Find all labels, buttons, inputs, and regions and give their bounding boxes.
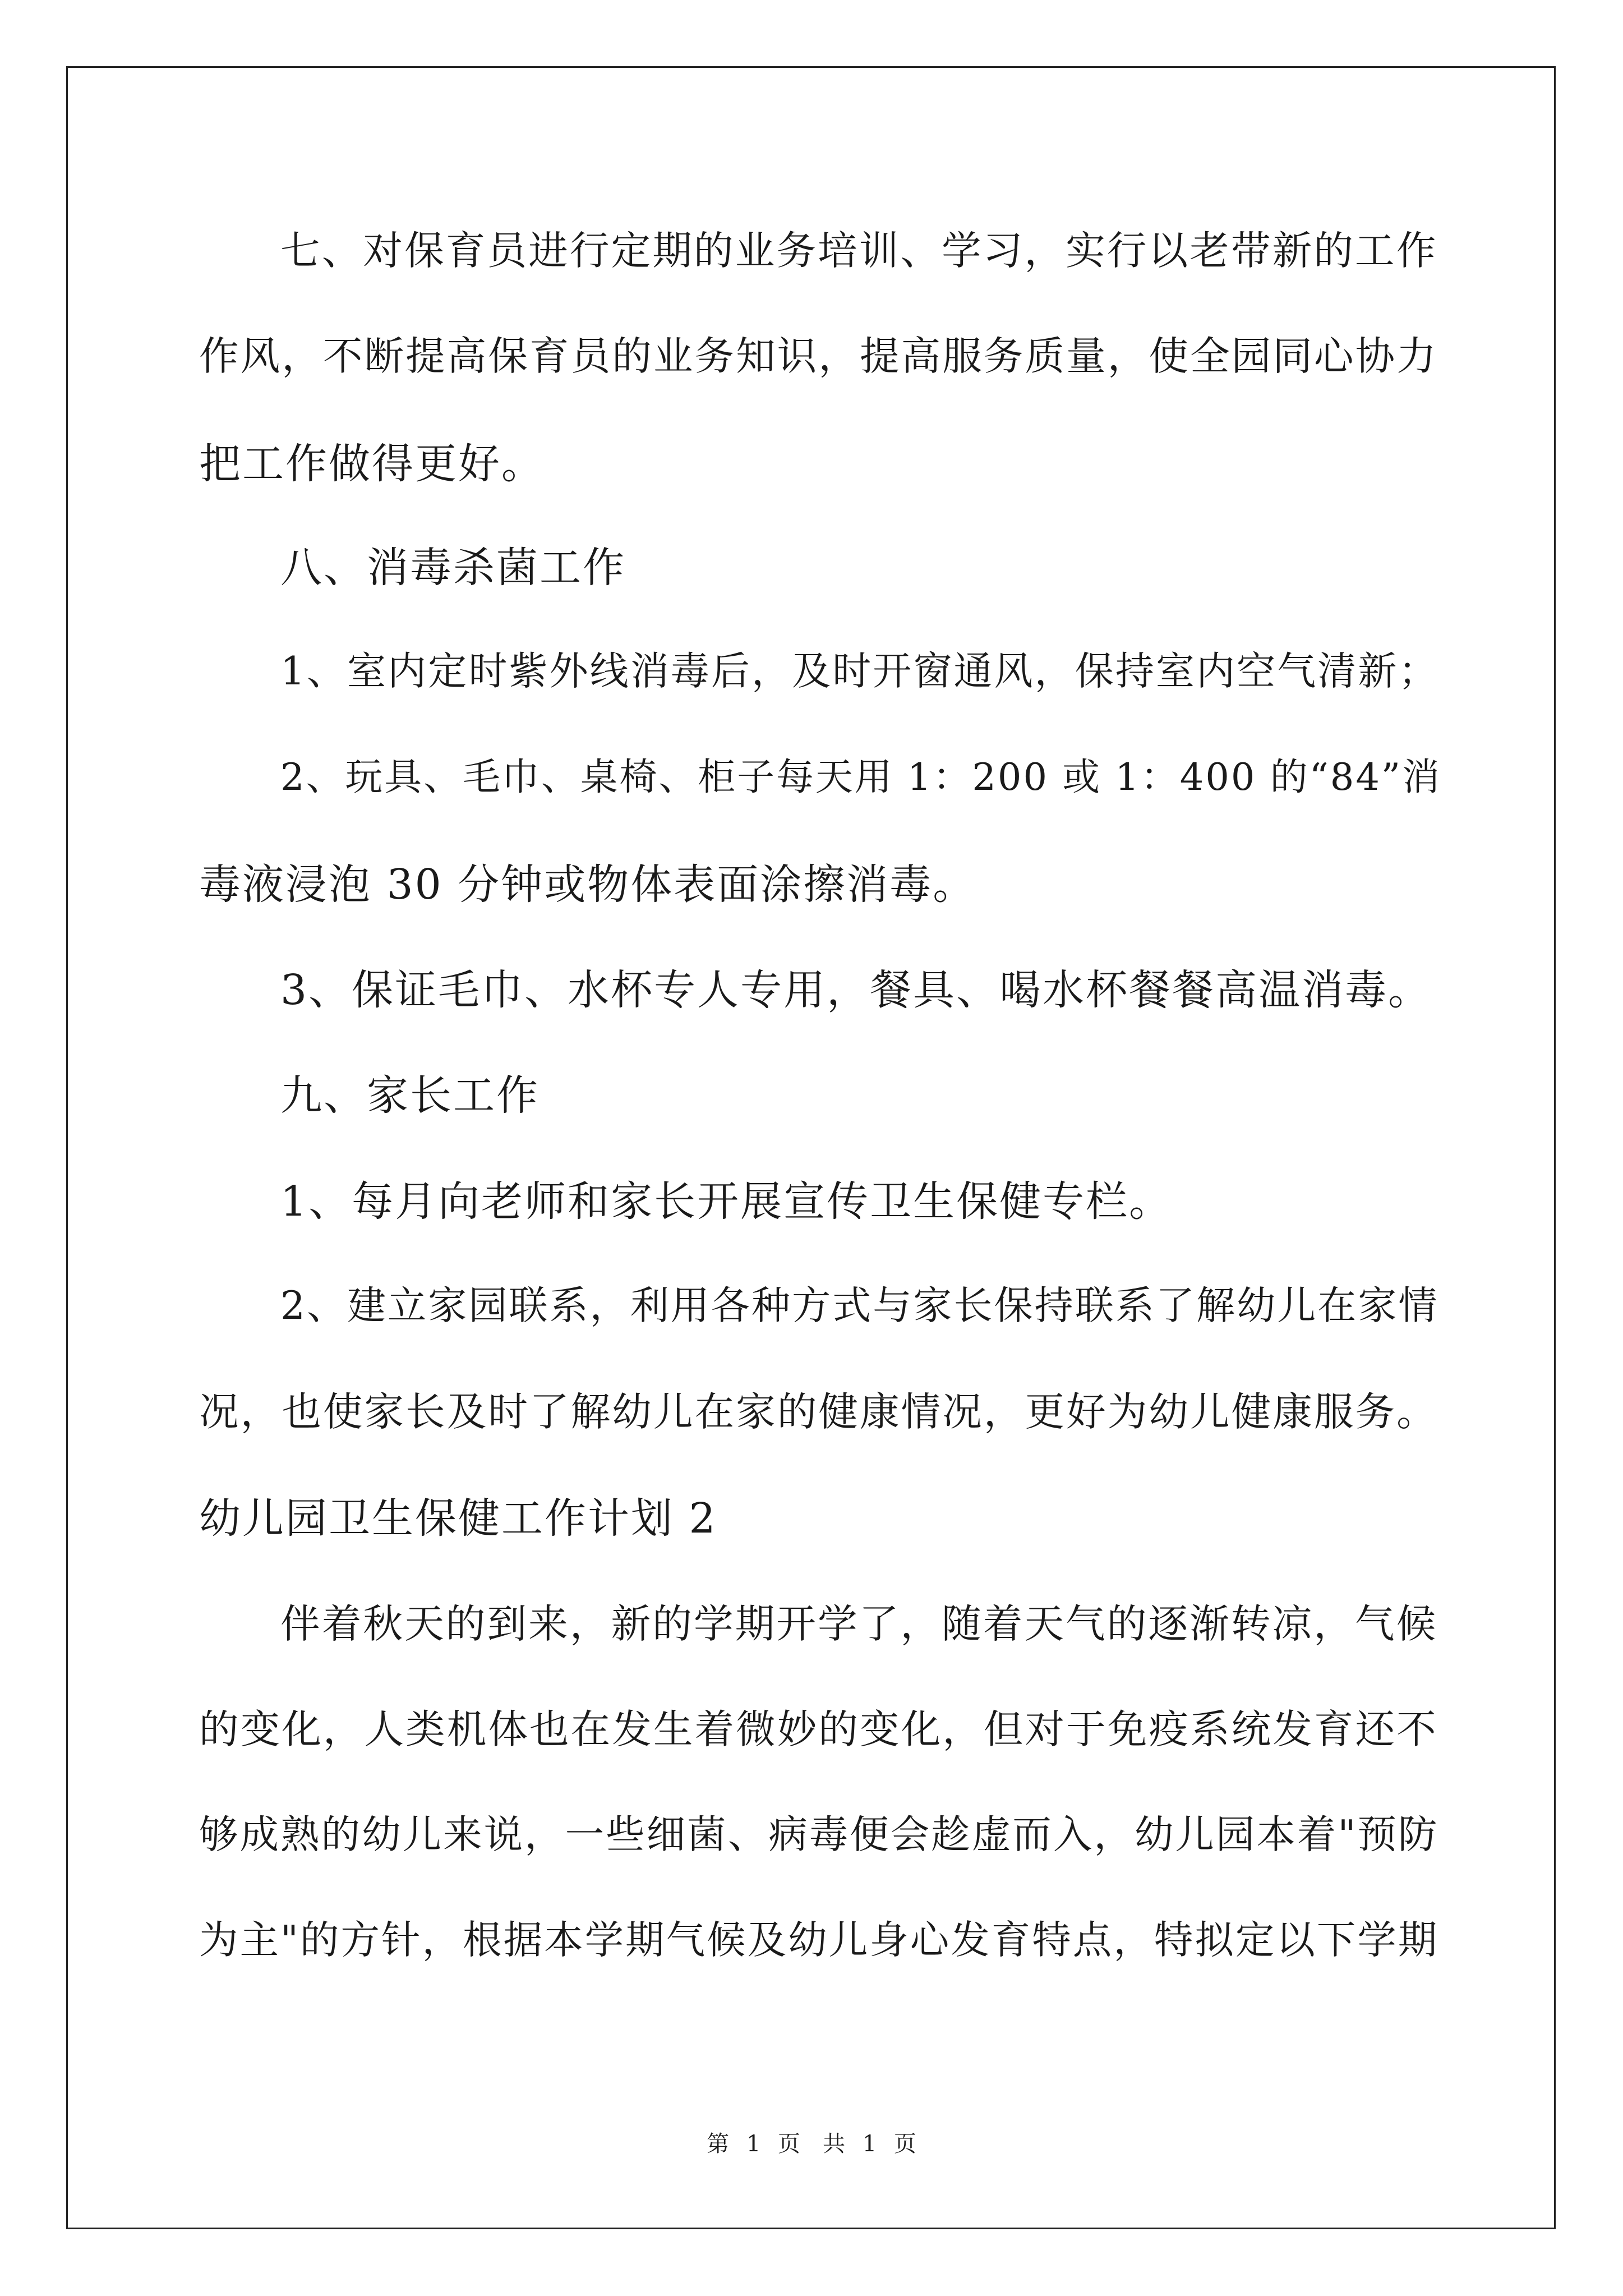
section-heading: 八、消毒杀菌工作 (280, 544, 626, 592)
paragraph-line: 七、对保育员进行定期的业务培训、学习，实行以老带新的工作 (280, 227, 1438, 274)
paragraph-line: 2、建立家园联系，利用各种方式与家长保持联系了解幼儿在家情 (280, 1283, 1439, 1328)
page-footer: 第 1 页 共 1 页 (707, 2131, 916, 2157)
paragraph-line: 伴着秋天的到来，新的学期开学了，随着天气的逐渐转凉，气候 (280, 1600, 1438, 1647)
page-border (66, 66, 1556, 2229)
paragraph-line: 的变化，人类机体也在发生着微妙的变化，但对于免疫系统发育还不 (199, 1706, 1438, 1752)
document-subtitle: 幼儿园卫生保健工作计划 2 (199, 1494, 717, 1543)
paragraph-line: 作风，不断提高保育员的业务知识，提高服务质量，使全园同心协力 (199, 333, 1438, 379)
paragraph-line: 3、保证毛巾、水杯专人专用，餐具、喝水杯餐餐高温消毒。 (280, 966, 1432, 1014)
paragraph-line: 1、每月向老师和家长开展宣传卫生保健专栏。 (280, 1177, 1173, 1226)
paragraph-line: 为主"的方针，根据本学期气候及幼儿身心发育特点，特拟定以下学期 (199, 1917, 1439, 1963)
paragraph-line: 1、室内定时紫外线消毒后，及时开窗通风，保持室内空气清新； (280, 649, 1439, 694)
paragraph-line: 把工作做得更好。 (199, 440, 545, 488)
paragraph-line: 够成熟的幼儿来说，一些细菌、病毒便会趁虚而入，幼儿园本着"预防 (199, 1812, 1439, 1857)
paragraph-line: 况，也使家长及时了解幼儿在家的健康情况，更好为幼儿健康服务。 (199, 1388, 1438, 1435)
paragraph-line: 2、玩具、毛巾、桌椅、柜子每天用 1：200 或 1：400 的“84”消 (280, 755, 1441, 799)
paragraph-line: 毒液浸泡 30 分钟或物体表面涂擦消毒。 (199, 861, 976, 909)
section-heading: 九、家长工作 (280, 1071, 540, 1120)
